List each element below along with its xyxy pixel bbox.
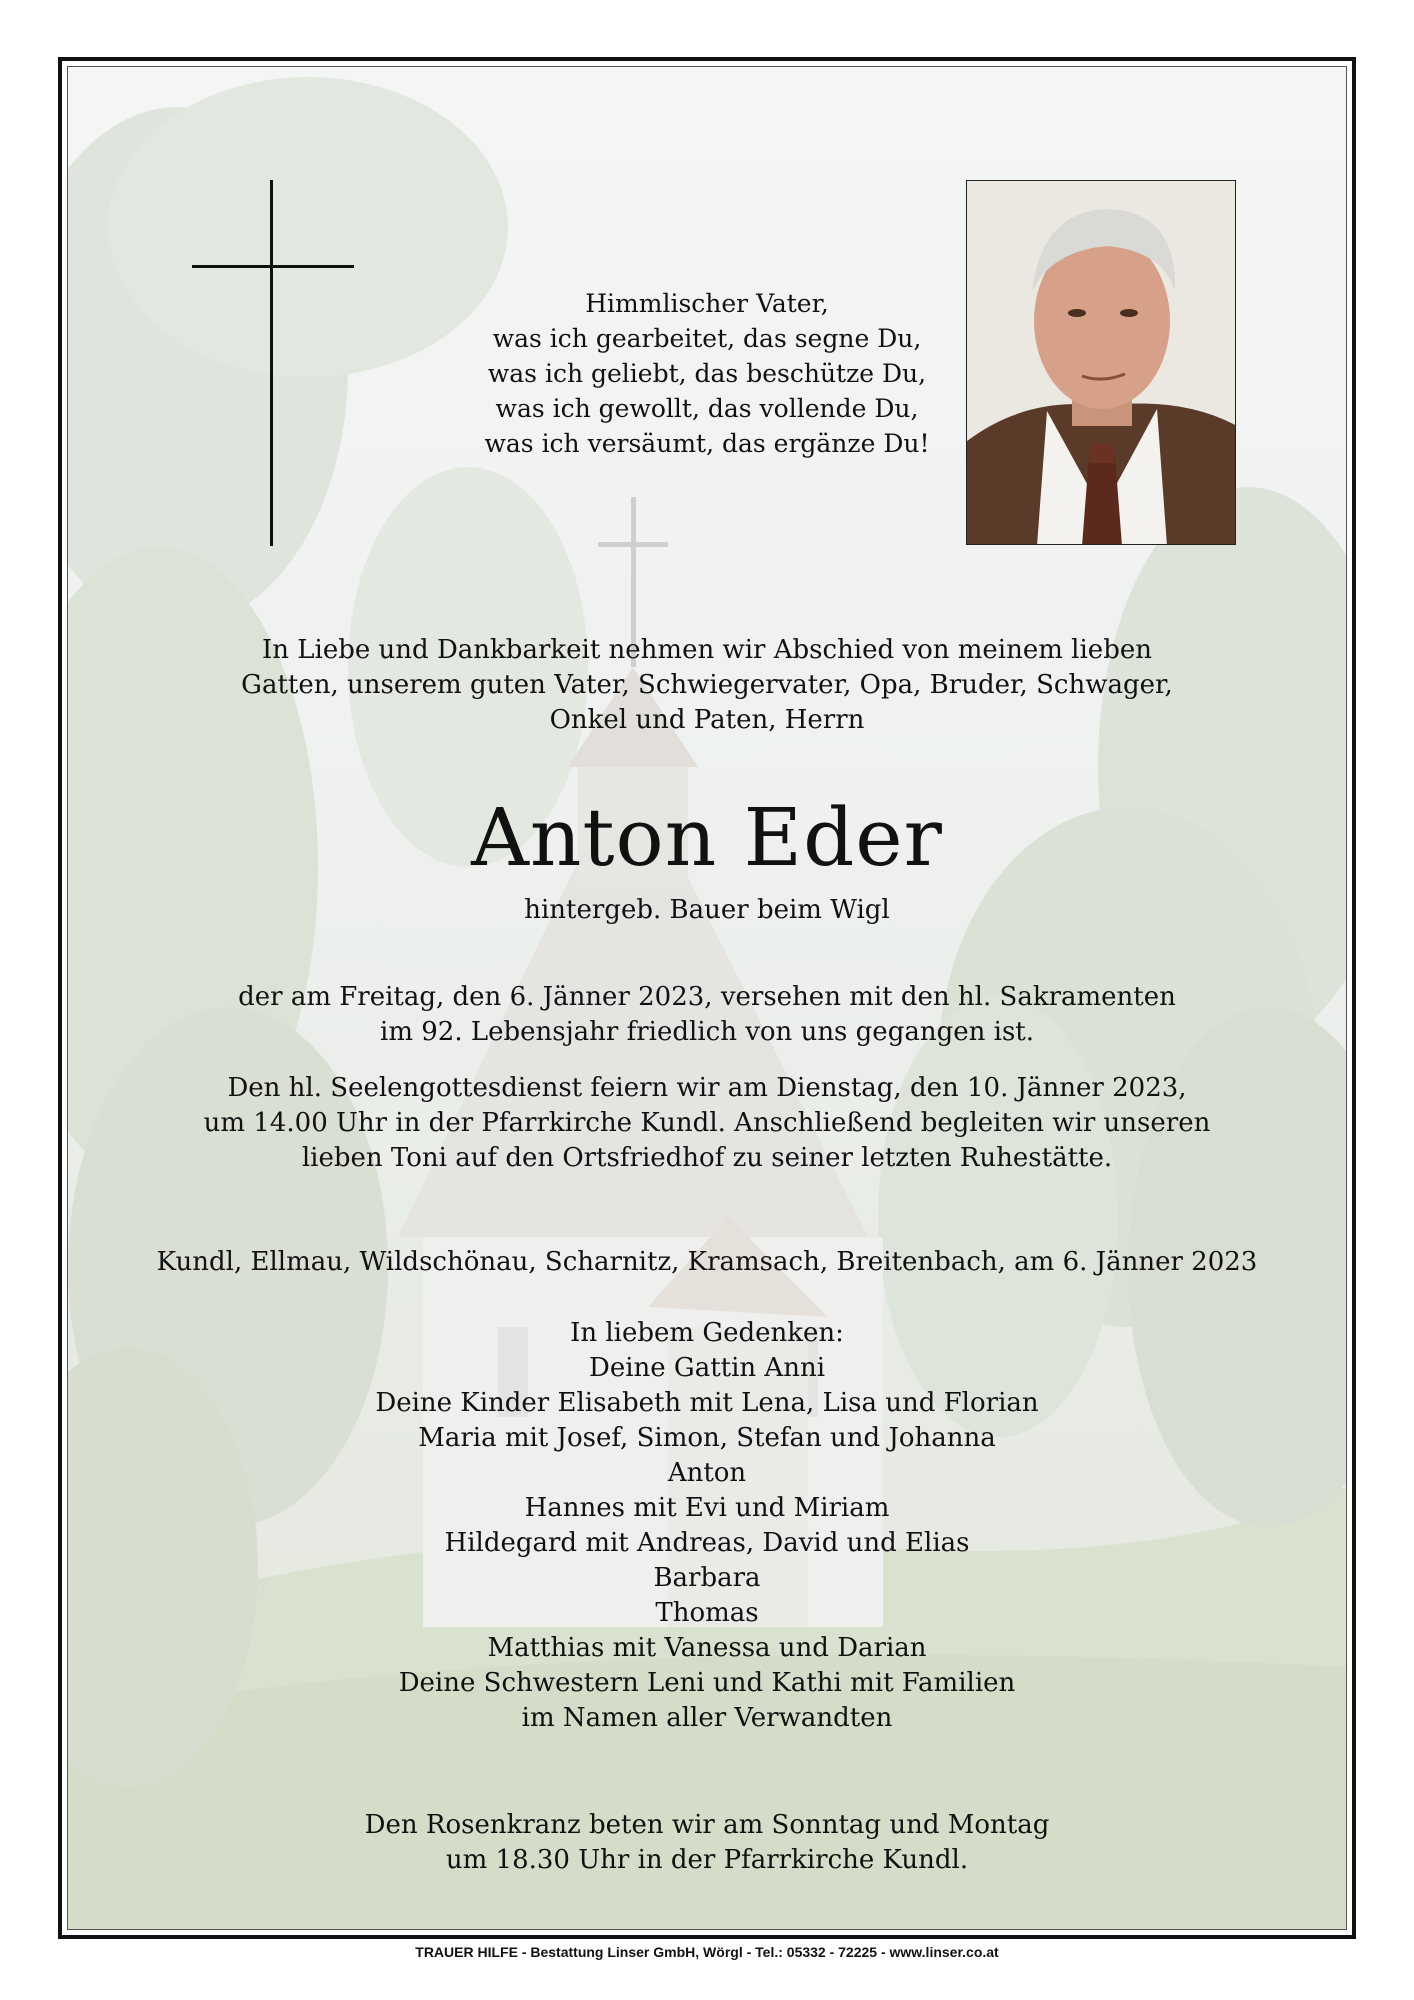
deceased-subtitle: hintergeb. Bauer beim Wigl (524, 895, 890, 925)
verse-line: was ich versäumt, das ergänze Du! (484, 429, 930, 458)
verse-line: was ich gearbeitet, das segne Du, (492, 324, 922, 353)
mass-line: um 14.00 Uhr in der Pfarrkirche Kundl. Anschließend begleiten wir unseren (203, 1108, 1211, 1138)
verse-line: was ich geliebt, das beschütze Du, (487, 359, 927, 388)
death-line: der am Freitag, den 6. Jänner 2023, versehen mit den hl. Sakramenten (238, 982, 1176, 1012)
mass-line: lieben Toni auf den Ortsfriedhof zu seiner letzten Ruhestätte. (301, 1143, 1113, 1173)
rosary-notice (68, 1808, 1346, 1878)
mourner-line: Barbara (653, 1563, 761, 1593)
rosary-line: Den Rosenkranz beten wir am Sonntag und Montag (364, 1810, 1050, 1840)
mourner-line: Matthias mit Vanessa und Darian (487, 1633, 927, 1663)
mourner-line: Deine Schwestern Leni und Kathi mit Familien (398, 1668, 1016, 1698)
death-line: im 92. Lebensjahr friedlich von uns gegangen ist. (380, 1017, 1034, 1047)
mourner-line: Hannes mit Evi und Miriam (524, 1493, 890, 1523)
mourner-line: Maria mit Josef, Simon, Stefan und Johanna (418, 1423, 996, 1453)
places-date: Kundl, Ellmau, Wildschönau, Scharnitz, Kramsach, Breitenbach, am 6. Jänner 2023 (156, 1247, 1258, 1277)
mourner-line: Deine Gattin Anni (588, 1353, 826, 1383)
mourner-line: Anton (667, 1458, 747, 1488)
mass-notice (68, 1071, 1346, 1176)
mourner-line: Hildegard mit Andreas, David und Elias (444, 1528, 970, 1558)
mass-line: Den hl. Seelengottesdienst feiern wir am Dienstag, den 10. Jänner 2023, (227, 1073, 1187, 1103)
intro-line: Onkel und Paten, Herrn (549, 705, 865, 735)
mourner-line: im Namen aller Verwandten (521, 1703, 893, 1733)
deceased-name: Anton Eder (471, 791, 943, 884)
intro-line: Gatten, unserem guten Vater, Schwiegervater, Opa, Bruder, Schwager, (241, 670, 1173, 700)
intro-line: In Liebe und Dankbarkeit nehmen wir Abschied von meinem lieben (262, 635, 1152, 665)
mourner-line: Deine Kinder Elisabeth mit Lena, Lisa und Florian (375, 1388, 1039, 1418)
verse-line: Himmlischer Vater, (585, 289, 829, 318)
mourner-line: Thomas (655, 1598, 759, 1628)
portrait-photo (966, 180, 1236, 545)
rosary-line: um 18.30 Uhr in der Pfarrkirche Kundl. (445, 1845, 969, 1875)
death-notice (68, 980, 1346, 1050)
mourner-line: In liebem Gedenken: (570, 1318, 844, 1348)
intro-text (68, 633, 1346, 738)
footer-credit: TRAUER HILFE - Bestattung Linser GmbH, Wörgl - Tel.: 05332 - 72225 - www.linser.co.at (415, 1944, 999, 1960)
verse-line: was ich gewollt, das vollende Du, (495, 394, 919, 423)
mourners-list (68, 1316, 1346, 1736)
